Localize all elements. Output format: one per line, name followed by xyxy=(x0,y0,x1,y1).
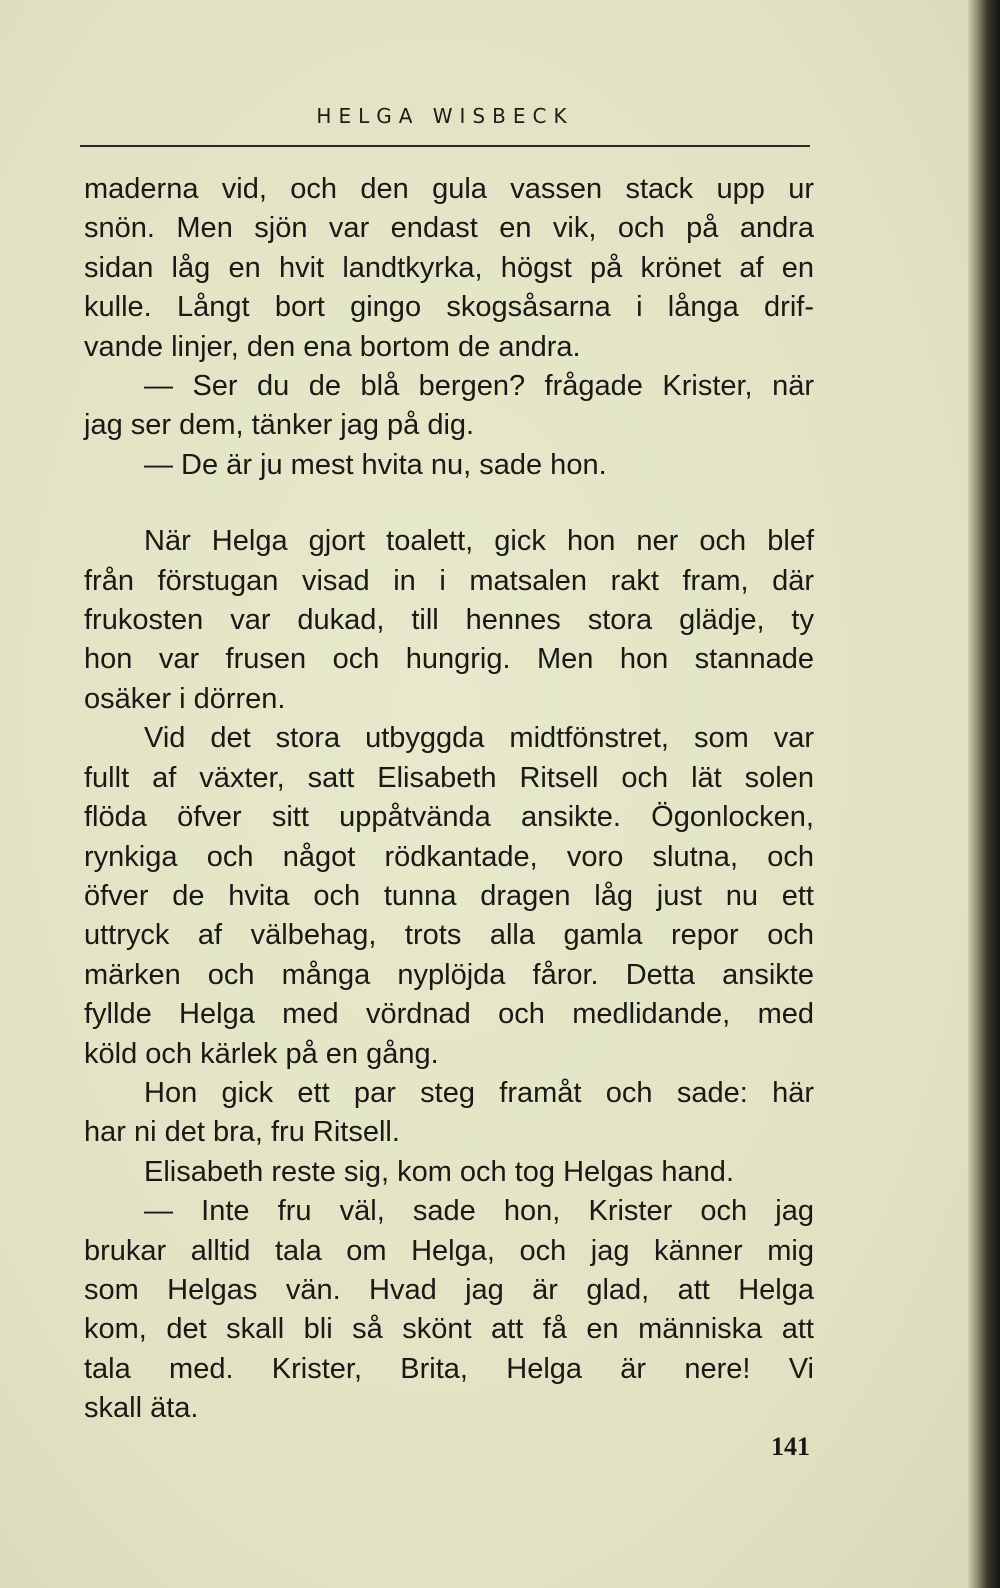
text-line: Elisabeth reste sig, kom och tog Helgas hand. xyxy=(144,1155,734,1188)
text-line: frukosten var dukad, till hennes stora glädje, ty xyxy=(84,604,814,637)
text-line: kulle. Långt bort gingo skogsåsarna i långa drif- xyxy=(84,291,814,324)
text-line: fyllde Helga med vördnad och medlidande, med xyxy=(84,998,814,1031)
text-line: märken och många nyplöjda fåror. Detta ansikte xyxy=(84,958,814,991)
text-line: osäker i dörren. xyxy=(84,682,286,715)
text-line: skall äta. xyxy=(84,1392,199,1425)
text-line: snön. Men sjön var endast en vik, och på andra xyxy=(84,212,814,245)
text-line: — Ser du de blå bergen? frågade Krister, när xyxy=(144,370,814,403)
text-line: öfver de hvita och tunna dragen låg just nu ett xyxy=(84,879,814,912)
text-line: När Helga gjort toalett, gick hon ner och blef xyxy=(144,525,814,558)
body-text xyxy=(84,170,814,1429)
running-head: HELGA WISBECK xyxy=(316,104,574,128)
text-line: från förstugan visad in i matsalen rakt fram, där xyxy=(84,564,814,597)
text-line: maderna vid, och den gula vassen stack upp ur xyxy=(84,173,814,205)
text-line: Hon gick ett par steg framåt och sade: här xyxy=(144,1076,814,1109)
book-spine-edge xyxy=(968,0,1000,1588)
paragraph-gap xyxy=(84,485,814,522)
text-line: brukar alltid tala om Helga, och jag känner mig xyxy=(84,1234,814,1267)
page-number: 141 xyxy=(771,1432,810,1461)
text-line: sidan låg en hvit landtkyrka, högst på krönet af en xyxy=(84,251,814,284)
text-line: rynkiga och något rödkantade, voro slutna, och xyxy=(84,840,814,873)
text-line: hon var frusen och hungrig. Men hon stannade xyxy=(84,643,814,676)
text-line: — Inte fru väl, sade hon, Krister och jag xyxy=(144,1195,814,1228)
text-line: jag ser dem, tänker jag på dig. xyxy=(84,409,475,442)
text-line: har ni det bra, fru Ritsell. xyxy=(84,1116,400,1149)
text-line: fullt af växter, satt Elisabeth Ritsell och lät solen xyxy=(84,761,814,794)
text-line: kom, det skall bli så skönt att få en människa att xyxy=(84,1313,814,1346)
text-line: tala med. Krister, Brita, Helga är nere! Vi xyxy=(84,1352,814,1385)
text-line: vande linjer, den ena bortom de andra. xyxy=(84,330,581,363)
text-line: flöda öfver sitt uppåtvända ansikte. Ögonlocken, xyxy=(84,801,814,834)
text-line: uttryck af välbehag, trots alla gamla repor och xyxy=(84,919,814,952)
header-rule xyxy=(80,145,810,147)
text-line: som Helgas vän. Hvad jag är glad, att Helga xyxy=(84,1273,814,1306)
text-line: köld och kärlek på en gång. xyxy=(84,1037,439,1070)
text-line: Vid det stora utbyggda midtfönstret, som var xyxy=(144,722,814,755)
text-line: — De är ju mest hvita nu, sade hon. xyxy=(144,448,607,481)
